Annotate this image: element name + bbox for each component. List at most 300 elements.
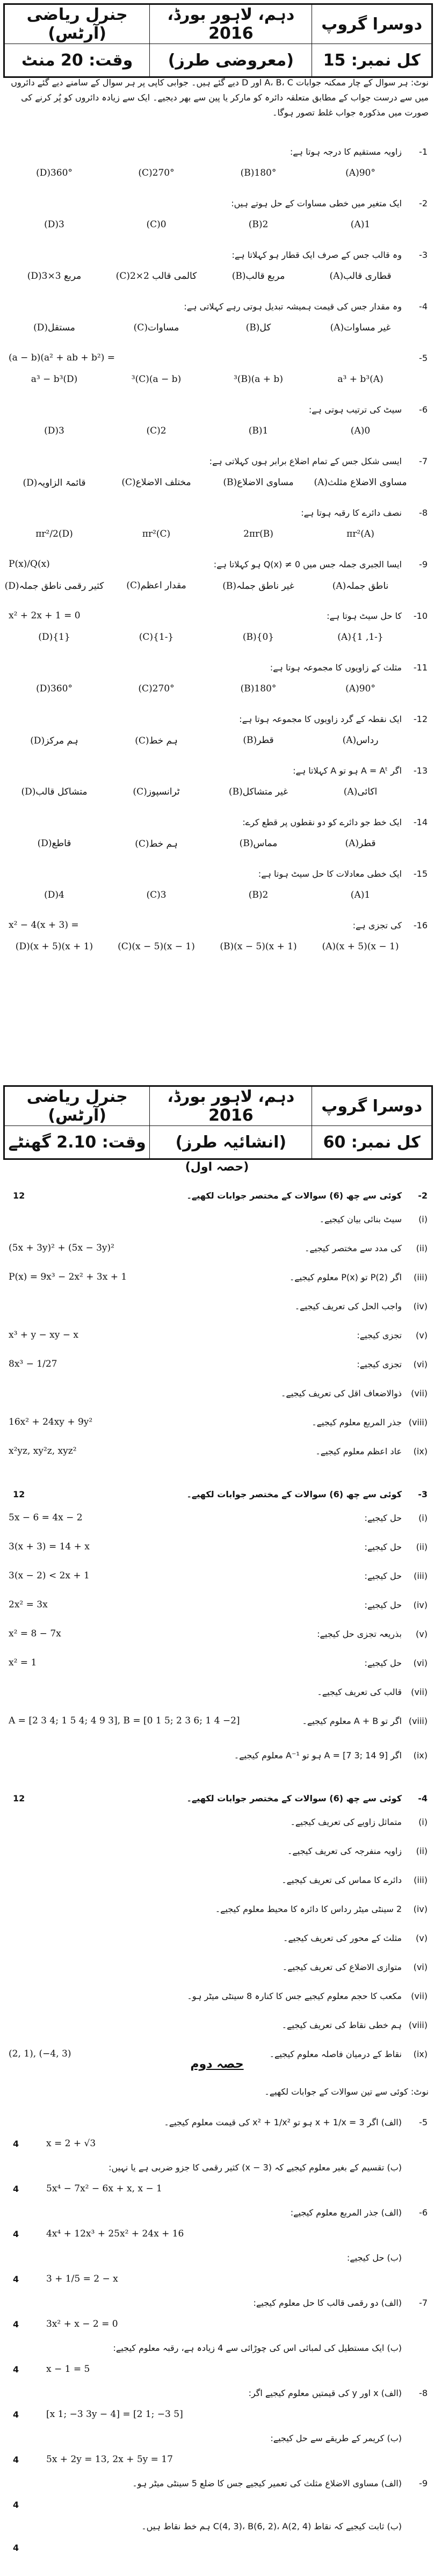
mcq-options [3,420,411,442]
item-number: (ix) [413,1446,428,1456]
short-question-item [3,1869,431,1890]
item-math: 5x − 6 = 4x − 2 [9,1512,83,1523]
item-number: (vii) [411,1388,428,1398]
short-question-marks: 12 [13,1489,25,1499]
paper2-group: دوسرا گروپ [312,1087,432,1126]
long-question-math: x = 2 + √3 [46,2138,96,2149]
item-number: (vi) [413,1657,428,1668]
mcq-question [3,450,431,472]
long-question-math: 3 + 1/5 = 2 − x [46,2274,118,2284]
mcq-option: ناطق جملہ(A) [332,580,389,591]
mcq-option: 1(A) [350,890,371,900]
mcq-option: 270°(C) [138,168,175,178]
mcq-text: زاویہ مستقیم کا درجہ ہوتا ہے: [290,146,402,157]
mcq-text: نصف دائرے کا رقبہ ہوتا ہے: [301,507,402,518]
long-question-part [3,2292,431,2313]
short-question-item [3,1710,431,1731]
mcq-option: قطاری قالب(A) [329,271,392,282]
mcq-math: (a − b)(a² + ab + b²) = [9,352,115,363]
long-question-part [3,2247,431,2268]
short-question-title: کوئی سے چھ (6) سوالات کے مختصر جوابات لکھیے۔ [186,1793,402,1803]
mcq-option: πr²(C) [142,529,171,539]
item-number: (iii) [414,1874,428,1885]
mcq-option: مربع 3×3(D) [27,271,82,282]
short-question-number: -2 [418,1190,428,1201]
item-math: 3(x − 2) < 2x + 1 [9,1570,90,1581]
mcq-options [3,781,411,803]
item-math: 8x³ − 1/27 [9,1359,57,1369]
mcq-option: رداس(A) [342,735,379,746]
long-question-math: [x 1; −3 3y − 4] = [2 1; −3 5] [46,2409,183,2420]
short-question-item [3,1382,431,1404]
paper1-instructions: نوٹ: ہر سوال کے چار ممکنہ جوابات A، B، C اور D دیے گئے ہیں۔ جوابی کاپی پر ہر سوال کے سامنے دیے گئے دائروں میں سے درست جواب کے مطابق متعلقہ دائرہ کو مارکر یا پین سے بھر دیجیے۔ ایک سے زیادہ دائروں کو پُر کرنے کی صورت میں مذکورہ جواب غلط تصور ہوگا۔ [11,77,429,118]
item-number: (v) [416,1628,428,1639]
mcq-option: (a − b)³(C) [131,374,182,385]
long-question-marks: 4 [13,2364,19,2375]
mcq-option: مستقل(D) [33,322,75,333]
item-number: (ii) [416,1541,428,1552]
long-question-text: (ب) حل کیجیے: [346,2252,402,2263]
mcq-option: 360°(D) [36,168,73,178]
item-text: حل کیجیے: [364,1657,402,1668]
mcq-text: ایسا الجبری جملہ جس میں Q(x) ≠ 0 ہو کہلاتا ہے: [213,559,402,569]
paper1-subject: جنرل ریاضی (آرٹس) [5,5,150,44]
long-question-number: -5 [419,2117,428,2127]
long-question-marks: 4 [13,2228,19,2239]
item-text: تجزی کیجیے: [357,1359,402,1369]
mcq-options [3,575,411,596]
short-question-item [3,1898,431,1920]
item-text: مکعب کا حجم معلوم کیجیے جس کا کنارہ 8 سینٹی میٹر ہو۔ [187,1990,402,2001]
mcq-text: کی تجزی ہے: [352,920,402,930]
mcq-option: متشاکل قالب(D) [21,786,88,797]
short-question-item [3,1536,431,1557]
mcq-option: 3(D) [44,219,64,230]
mcq-option: ہم خط(C) [135,735,178,746]
item-text: حل کیجیے: [364,1599,402,1610]
mcq-option: 0(C) [146,219,167,230]
paper2-type: (انشائیہ طرز) [150,1126,312,1159]
short-question-item [3,1507,431,1528]
long-question-text: (ب) ثابت کیجیے کہ نقاط C(4, 3)، B(6, 2)، A(2, 4) ہم خط نقاط ہیں۔ [141,2521,402,2531]
short-question-number: -3 [418,1489,428,1499]
item-text: نقاط کے درمیان فاصلہ معلوم کیجیے۔ [269,2048,402,2059]
mcq-option: غیر متشاکل(B) [228,786,288,797]
short-question-item [3,1295,431,1317]
mcq-number: -3 [419,249,428,260]
long-question-number: -8 [419,2387,428,2398]
mcq-option: 3(C) [146,890,167,900]
long-question-part [3,2427,431,2449]
short-question-heading [3,1787,431,1809]
mcq-question [3,244,431,265]
mcq-text: ایسی شکل جس کے تمام اضلاع برابر ہوں کہلاتی ہے: [209,456,402,466]
mcq-option: (a + b)³(B) [234,374,283,385]
item-number: (v) [416,1932,428,1943]
item-text: متوازی الاضلاع کی تعریف کیجیے۔ [282,1961,402,1972]
item-text: حل کیجیے: [364,1512,402,1523]
item-text: جذر المربع معلوم کیجیے۔ [312,1417,402,1427]
mcq-option: 2(B) [248,219,269,230]
mcq-number: -1 [419,146,428,157]
mcq-math: x² − 4(x + 3) = [9,920,79,930]
item-number: (vi) [413,1961,428,1972]
paper1-group: دوسرا گروپ [312,5,432,44]
mcq-option: قائمۃ الزاویہ(D) [23,477,86,488]
item-number: (iv) [413,1301,428,1311]
short-question-item [3,1565,431,1586]
mcq-number: -4 [419,301,428,312]
long-question-math-row [3,2404,431,2425]
item-text: اگر A = [7 3; 14 9] ہو تو A⁻¹ معلوم کیجیے۔ [234,1750,402,1760]
short-question-item [3,1811,431,1832]
mcq-option: {1}(D) [38,632,70,643]
mcq-option: 360°(D) [36,683,73,694]
paper1-board: دہم، لاہور بورڈ، 2016 [150,5,312,44]
mcq-options [3,214,411,235]
mcq-option: 4(D) [44,890,64,900]
long-question-marks: 4 [13,2319,19,2329]
short-question-heading [3,1483,431,1505]
mcq-option: کالمی قالب 2×2(C) [115,271,197,282]
item-number: (iv) [413,1599,428,1610]
mcq-options [3,317,411,338]
long-question-math: x − 1 = 5 [46,2364,90,2375]
mcq-option: πr²/2(D) [35,529,73,539]
paper2-board: دہم، لاہور بورڈ، 2016 [150,1087,312,1126]
long-question-text: (ب) تقسیم کے بغیر معلوم کیجیے کہ (x − 3) کثیر رقمی کا جزو ضربی ہے یا نہیں: [108,2162,402,2173]
item-text: سیٹ بنائی بیان کیجیے۔ [319,1214,402,1224]
long-question-part [3,2515,431,2537]
short-question-item [3,1681,431,1702]
mcq-text: سیٹ کی ترتیب ہوتی ہے: [308,404,402,415]
item-text: واجب الحل کی تعریف کیجیے۔ [294,1301,402,1311]
short-question-marks: 12 [13,1190,25,1201]
item-text: حل کیجیے: [364,1570,402,1581]
mcq-option: قطر(B) [243,735,274,746]
mcq-option: کثیر رقمی ناطق جملہ(D) [4,580,104,591]
short-question-marks: 12 [13,1793,25,1803]
item-text: 2 سینٹی میٹر رداس کا دائرہ کا محیط معلوم کیجیے۔ [215,1903,402,1914]
mcq-question [3,708,431,730]
item-math: 16x² + 24xy + 9y² [9,1417,93,1427]
long-question-part [3,2111,431,2133]
mcq-option: ہم مرکز(D) [30,735,78,746]
item-text: زاویہ منفرجہ کی تعریف کیجیے۔ [287,1845,402,1856]
mcq-text: ایک خطی معادلات کا حل سیٹ ہوتا ہے: [258,868,402,879]
mcq-options [3,162,411,184]
item-number: (viii) [408,1417,428,1427]
short-question-number: -4 [418,1793,428,1803]
mcq-math: P(x)/Q(x) [9,559,50,569]
part2-title: حصہ دوم [190,2058,244,2071]
mcq-number: -15 [413,868,428,879]
mcq-option: قاطع(D) [37,838,71,849]
item-number: (viii) [408,1715,428,1726]
item-number: (iv) [413,1903,428,1914]
item-number: (ix) [413,1750,428,1760]
mcq-option: مساوی الاضلاع(B) [223,477,294,488]
mcq-option: {-1}(C) [139,632,174,643]
item-text: اگر P(2) تو P(x) معلوم کیجیے۔ [289,1272,402,1282]
short-question-title: کوئی سے چھ (6) سوالات کے مختصر جوابات لکھیے۔ [186,1190,402,1201]
item-number: (i) [418,1512,428,1523]
mcq-question [3,347,431,369]
mcq-question [3,295,431,317]
long-question-math: 5x + 2y = 13, 2x + 5y = 17 [46,2454,173,2465]
mcq-option: قطر(A) [345,838,376,849]
mcq-text: ایک خط جو دائرے کو دو نقطوں پر قطع کرے: [242,817,402,827]
short-question-item [3,1652,431,1673]
mcq-question [3,399,431,420]
item-math: x² = 8 − 7x [9,1628,61,1639]
mcq-question [3,553,431,575]
item-number: (iii) [414,1272,428,1282]
item-number: (vi) [413,1359,428,1369]
item-number: (iii) [414,1570,428,1581]
paper2-subject: جنرل ریاضی (آرٹس) [5,1087,150,1126]
long-question-part [3,2472,431,2494]
long-question-marks: 4 [13,2183,19,2194]
short-question-item [3,1266,431,1288]
long-question-number: -9 [419,2478,428,2488]
mcq-number: -6 [419,404,428,415]
mcq-option: مساوی الاضلاع مثلث(A) [314,477,407,488]
mcq-text: وہ قالب جس کے صرف ایک قطار ہو کہلاتا ہے: [232,249,402,260]
mcq-option: ٹرانسپوز(C) [133,786,180,797]
mcq-number: -13 [413,765,428,776]
long-question-text: (الف) دو رقمی قالب کا حل معلوم کیجیے: [253,2297,402,2308]
mcq-options [3,678,411,699]
long-question-math-row [3,2449,431,2470]
item-text: عاد اعظم معلوم کیجیے۔ [315,1446,402,1456]
short-question-item [3,1744,431,1766]
long-question-math: 5x⁴ − 7x² − 6x + x, x − 1 [46,2183,162,2194]
mcq-options [3,626,411,648]
long-question-marks: 4 [13,2454,19,2465]
mcq-number: -8 [419,507,428,518]
mcq-text: ایک نقطہ کے گرد زاویوں کا مجموعہ ہوتا ہے: [239,713,402,724]
long-question-math-row [3,2268,431,2290]
long-question-part [3,2382,431,2404]
short-question-item [3,1237,431,1259]
long-question-marks: 4 [13,2542,19,2553]
item-number: (v) [416,1330,428,1340]
short-question-heading [3,1185,431,1206]
mcq-options [3,833,411,854]
short-question-item [3,1594,431,1615]
mcq-number: -16 [413,920,428,930]
mcq-options [3,472,411,493]
item-number: (viii) [408,2019,428,2030]
short-question-item [3,1324,431,1346]
paper1-header [3,3,433,78]
short-question-title: کوئی سے چھ (6) سوالات کے مختصر جوابات لکھیے۔ [186,1489,402,1499]
long-question-text: (الف) مساوی الاضلاع مثلث کی تعمیر کیجیے جس کا ضلع 5 سینٹی میٹر ہو۔ [132,2478,402,2488]
mcq-question [3,192,431,214]
item-text: قالب کی تعریف کیجیے۔ [317,1686,402,1697]
item-text: ذوالاضعاف اقل کی تعریف کیجیے۔ [280,1388,402,1398]
mcq-number: -7 [419,456,428,466]
long-question-text: (الف) x اور y کی قیمتیں معلوم کیجیے اگر: [248,2387,402,2398]
long-question-math: 4x⁴ + 12x³ + 25x² + 24x + 16 [46,2228,184,2239]
mcq-question [3,760,431,781]
mcq-text: وہ مقدار جس کی قیمت ہمیشہ تبدیل ہوتی رہے کہلاتی ہے: [184,301,402,312]
mcq-option: 1(B) [248,425,269,436]
short-question-item [3,1985,431,2007]
mcq-option: a³ + b³(A) [337,374,384,385]
item-math: 3(x + 3) = 14 + x [9,1541,90,1552]
item-text: متماثل زاویے کی تعریف کیجیے۔ [290,1816,402,1827]
item-math: x²yz, xy²z, xyz² [9,1446,77,1456]
long-question-text: (الف) جذر المربع معلوم کیجیے: [290,2207,402,2218]
mcq-option: (x − 1)(x − 5)(C) [118,941,195,952]
short-question-item [3,1208,431,1230]
mcq-options [3,523,411,545]
mcq-options [3,936,411,957]
mcq-question [3,914,431,936]
long-question-math-row [3,2178,431,2199]
mcq-option: مقدار اعظم(C) [126,580,186,591]
long-question-text: (الف) اگر x + 1/x = 3 ہو تو x² + 1/x² کی قیمت معلوم کیجیے۔ [164,2117,402,2127]
mcq-option: غیر مساوات(A) [330,322,391,333]
short-question-item [3,1411,431,1433]
mcq-options [3,884,411,906]
item-text: بذریعہ تجزی حل کیجیے: [317,1628,402,1639]
mcq-question [3,811,431,833]
long-question-text: (ب) ایک مستطیل کی لمبائی اس کی چوڑائی سے 4 زیادہ ہے، رقبہ معلوم کیجیے: [113,2342,402,2353]
paper2-header [3,1085,433,1160]
mcq-option: مربع قالب(B) [232,271,285,282]
item-number: (ii) [416,1243,428,1253]
mcq-option: مساوات(C) [133,322,179,333]
long-question-marks: 4 [13,2274,19,2284]
short-question-item [3,1927,431,1949]
long-question-text: (ب) کریمر کے طریقے سے حل کیجیے: [270,2433,402,2443]
long-question-math-row [3,2313,431,2335]
item-number: (vii) [411,1990,428,2001]
item-text: تجزی کیجیے: [357,1330,402,1340]
short-question-item [3,1840,431,1861]
mcq-text: کا حل سیٹ ہوتا ہے: [327,610,402,621]
mcq-option: 180°(B) [240,683,277,694]
mcq-option: ہم خط(C) [135,838,178,849]
mcq-options [3,369,411,390]
long-question-number: -7 [419,2297,428,2308]
mcq-option: 2(B) [248,890,269,900]
mcq-option: (x − 1)(x + 5)(A) [322,941,399,952]
item-text: اگر تو A + B معلوم کیجیے۔ [302,1715,402,1726]
mcq-option: 2πr(B) [243,529,273,539]
long-question-math: 3x² + x − 2 = 0 [46,2319,118,2329]
mcq-option: {-1, 1}(A) [337,632,384,643]
mcq-option: {0}(B) [242,632,274,643]
mcq-question [3,863,431,884]
mcq-option: a³ − b³(D) [31,374,78,385]
mcq-number: -9 [419,559,428,569]
mcq-options [3,730,411,751]
mcq-option: 1(A) [350,219,371,230]
item-number: (i) [418,1816,428,1827]
item-math: x³ + y − xy − x [9,1330,78,1340]
mcq-number: -2 [419,198,428,208]
short-question-item [3,1623,431,1644]
item-text: حل کیجیے: [364,1541,402,1552]
long-question-math-row [3,2494,431,2515]
mcq-question [3,502,431,523]
item-math: (5x + 3y)² + (5x − 3y)² [9,1243,114,1253]
item-text: ہم خطی نقاط کی تعریف کیجیے۔ [281,2019,402,2030]
item-math: P(x) = 9x³ − 2x² + 3x + 1 [9,1272,127,1282]
long-question-number: -6 [419,2207,428,2218]
mcq-option: 3(D) [44,425,64,436]
long-question-marks: 4 [13,2138,19,2149]
item-math: (2, 1), (−4, 3) [9,2048,71,2059]
mcq-option: πr²(A) [346,529,374,539]
mcq-option: 180°(B) [240,168,277,178]
mcq-number: -5 [419,352,428,363]
mcq-option: 270°(C) [138,683,175,694]
mcq-text: اگر A = Aᵗ ہو تو A کہلاتا ہے: [293,765,402,776]
mcq-option: 90°(A) [345,683,375,694]
mcq-number: -11 [413,662,428,673]
mcq-math: x² + 2x + 1 = 0 [9,610,81,621]
part1-title: (حصہ اول) [185,1160,249,1174]
mcq-number: -12 [413,713,428,724]
item-number: (vii) [411,1686,428,1697]
item-number: (ix) [413,2048,428,2059]
paper1-time: وقت: 20 منٹ [5,44,150,77]
item-text: کی مدد سے مختصر کیجیے۔ [305,1243,402,1253]
short-question-item [3,1353,431,1375]
mcq-number: -14 [413,817,428,827]
paper1-marks: کل نمبر: 15 [312,44,432,77]
long-question-part [3,2202,431,2223]
mcq-option: 2(C) [146,425,167,436]
mcq-option: (x + 1)(x − 5)(B) [220,941,297,952]
long-question-part [3,2156,431,2178]
paper1-type: (معروضی طرز) [150,44,312,77]
item-number: (ii) [416,1845,428,1856]
long-question-math-row [3,2537,431,2558]
short-question-item [3,1440,431,1462]
item-text: دائرے کا مماس کی تعریف کیجیے۔ [281,1874,402,1885]
mcq-option: اکائی(A) [343,786,378,797]
mcq-text: ایک متغیر میں خطی مساوات کے حل ہوتے ہیں: [231,198,402,208]
item-number: (i) [418,1214,428,1224]
long-question-marks: 4 [13,2499,19,2510]
mcq-option: (x + 1)(x + 5)(D) [15,941,93,952]
item-text: مثلث کے محور کی تعریف کیجیے۔ [283,1932,402,1943]
item-math: 2x² = 3x [9,1599,48,1610]
long-question-math-row [3,2133,431,2154]
long-question-math-row [3,2358,431,2380]
long-question-marks: 4 [13,2409,19,2420]
item-math: x² = 1 [9,1657,37,1668]
long-question-part [3,2337,431,2358]
mcq-number: -10 [413,610,428,621]
mcq-option: 0(A) [350,425,371,436]
mcq-option: مختلف الاضلاع(C) [121,477,191,488]
mcq-option: کل(B) [245,322,271,333]
long-question-math-row [3,2223,431,2245]
mcq-options [3,265,411,287]
mcq-question [3,656,431,678]
short-question-item [3,1956,431,1978]
part2-note: نوٹ: کوئی سے تین سوالات کے جوابات لکھیے۔ [264,2087,429,2097]
paper2-marks: کل نمبر: 60 [312,1126,432,1159]
item-math: A = [2 3 4; 1 5 4; 4 9 3], B = [0 1 5; 2 3 6; 1 4 −2] [9,1715,240,1726]
